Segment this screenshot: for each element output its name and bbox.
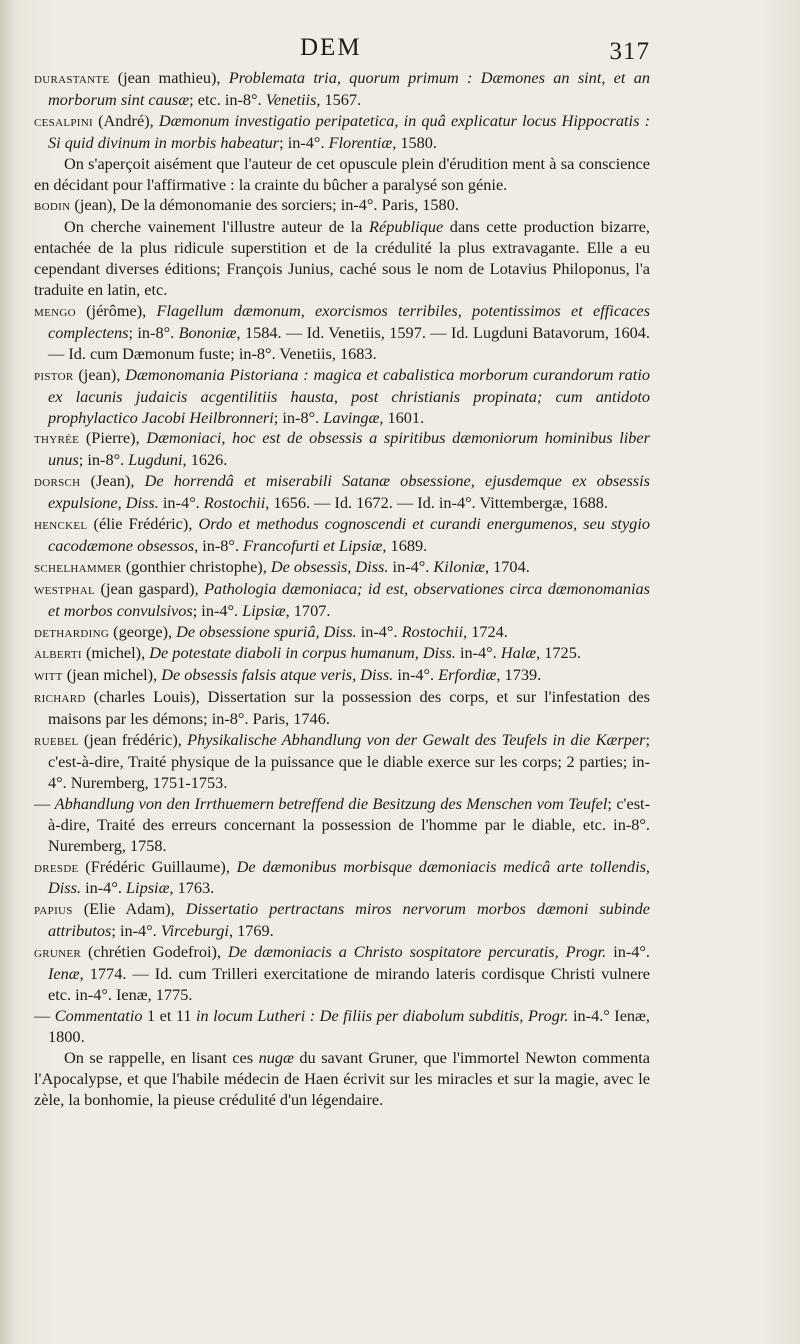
commentary-text: On s'aperçoit aisément que l'auteur de cet opuscule plein d'érudition ment à sa conscience en décidant pour l'affirmative : la crainte du bûcher a paralysé son génie. [34, 153, 650, 194]
commentary-paragraph [34, 154, 650, 196]
entry-place: Halæ [500, 643, 537, 663]
entry-date: , 1774. — Id. cum Trilleri exercitatione de mirando lateris cordisque Christi vulnere etc. in-4°. Ienæ, 1775. [48, 964, 650, 1004]
entry-date: , 1724. [463, 621, 508, 641]
entry-place: Rostochii [203, 493, 266, 513]
entry-author: pistor [34, 367, 74, 384]
entry-author: witt [34, 668, 63, 685]
entry-author-given: (michel), [81, 643, 150, 663]
entry-title: De obsessione spuriâ, Diss. [176, 621, 357, 641]
entry-title: De obsessis falsis atque veris, Diss. [161, 665, 394, 685]
entry-author-given: (jean gaspard), [95, 578, 205, 598]
entry-title: Dissertatio pertractans miros nervorum morbos dæmoni subinde attributos [48, 899, 650, 941]
entry-author-given: (gonthier christophe), [121, 556, 271, 576]
entry-author: mengo [34, 303, 76, 320]
entry-author-given: (jean frédéric), [78, 730, 188, 750]
entry-date: , 1704. [485, 556, 530, 576]
entry-date: , 1725. [536, 643, 581, 663]
entry-author: bodin [34, 198, 71, 215]
entry-author-given: (élie Frédéric), [87, 514, 199, 534]
bibliography-entry [34, 579, 650, 622]
commentary-italic: République [369, 217, 444, 237]
entry-details: ; c'est-à-dire, Traité physique de la puissance que le diable exerce sur les corps; 2 parties; in-4°. Nuremberg, 1751-1753. [48, 730, 650, 792]
entry-author-given: (Frédéric Guillaume), [78, 856, 237, 876]
bibliography-entry [34, 111, 650, 154]
entry-author-given: (jean), [73, 364, 126, 384]
running-head: DEM [300, 34, 362, 61]
entry-place: Bononiæ [178, 322, 237, 342]
commentary-text: On se rappelle, en lisant ces [64, 1047, 259, 1067]
bibliography-entry [34, 514, 650, 557]
entry-place: Lavingæ [323, 407, 380, 427]
bibliography-entry [34, 730, 650, 794]
bibliography-entry [34, 794, 650, 857]
entry-author-given: (charles Louis), [85, 687, 208, 707]
entry-title: Dæmonum investigatio peripatetica, in quâ explicatur locus Hippocratis : Si quid divinum in morbis habeatur [48, 110, 650, 152]
entry-author: richard [34, 690, 86, 707]
entry-details: in-4°. [81, 878, 126, 898]
bibliography-entry [34, 365, 650, 429]
entry-title: Dæmonomania Pistoriana : magica et cabalistica morborum curandorum ratio ex lacunis judaicis acgentilitiis hausta, post christianis propinata; cum antidoto prophylactico Jacobi Heilbronneri [48, 364, 650, 427]
closing-paragraph [34, 1048, 650, 1111]
entry-title: Flagellum dæmonum, exorcismos terribiles, potentissimos et efficaces complectens [48, 300, 650, 342]
entry-author-given: — [34, 1005, 55, 1025]
entry-title: De dæmoniacis a Christo sospitatore percuratis, Progr. [228, 942, 607, 962]
entry-place: Florentiæ [328, 132, 393, 152]
entry-author: thyrée [34, 431, 80, 448]
entry-place: Rostochii [401, 621, 464, 641]
bibliography-entry [34, 622, 650, 644]
entry-title: Dæmoniaci, hoc est de obsessis a spiritibus dæmoniorum hominibus liber unus [48, 428, 650, 470]
bibliography-entry [34, 471, 650, 514]
entry-author: cesalpini [34, 113, 93, 130]
bibliography-entry [34, 557, 650, 579]
entry-place: Lipsiæ [125, 878, 170, 898]
entry-details: ; in-8°. [78, 450, 129, 470]
commentary-text: On cherche vainement l'illustre auteur de la [64, 217, 370, 237]
bibliography-entry [34, 428, 650, 471]
entry-details: ; in-8°. [128, 322, 179, 342]
entry-author: gruner [34, 945, 82, 962]
page-body [34, 68, 650, 1110]
bibliography-entry [34, 643, 650, 665]
entry-place: Kiloniæ [433, 556, 485, 576]
entry-date: , 1567. [316, 89, 362, 109]
entry-details: ; in-8°. [273, 407, 324, 427]
entry-date: , 1601. [379, 407, 425, 427]
entry-title: Commentatio [54, 1005, 143, 1025]
entry-title: Physikalische Abhandlung von der Gewalt des Teufels in die Kærper [187, 730, 646, 750]
entry-author-given: (jean), [70, 195, 121, 215]
entry-author: detharding [34, 624, 110, 641]
entry-title: De dæmonibus morbisque dæmoniacis medicâ arte tollendis, Diss. [48, 856, 650, 898]
entry-title: Pathologia dæmoniaca; id est, observationes circa dæmonomanias et morbos convulsivos [48, 578, 650, 620]
entry-date: , 1769. [228, 921, 274, 941]
entry-details: in-4°. [455, 643, 501, 663]
entry-place: Lipsiæ [242, 600, 286, 620]
entry-title: De horrendâ et miserabili Satanæ obsessione, ejusdemque ex obsessis expulsione, Diss. [48, 471, 650, 513]
bibliography-entry [34, 899, 650, 942]
entry-author: westphal [34, 581, 96, 598]
entry-date: in-4.° Ienæ, 1800. [48, 1005, 650, 1046]
entry-author-given: (chrétien Godefroi), [81, 942, 229, 962]
entry-author-given: (Jean), [80, 471, 145, 491]
entry-details: ; in-4°. [192, 600, 243, 620]
entry-details: ; in-4°. [279, 132, 329, 152]
commentary-text: dans cette production bizarre, entachée de la plus ridicule superstition et de la crédulité la plus extravagante. Elle a eu cependant diverses éditions; François Junius, caché sous le nom de Lotavius Philoponus, l'a traduite en latin, etc. [34, 217, 650, 300]
entry-author-given: — [34, 793, 55, 813]
entry-author: schelhammer [34, 559, 122, 576]
bibliography-entry [34, 857, 650, 900]
entry-details: in-4°. [158, 493, 204, 513]
commentary-paragraph [34, 217, 650, 301]
entry-title: De obsessis, Diss. [270, 556, 389, 576]
entry-author-given: (André), [92, 110, 159, 130]
bibliography-entry [34, 301, 650, 365]
entry-author: henckel [34, 517, 88, 534]
bibliography-entry [34, 942, 650, 1006]
entry-title: Ordo et methodus cognoscendi et curandi energumenos, seu stygio cacodæmone obsessos [48, 514, 650, 555]
page-number: 317 [609, 38, 650, 65]
bibliography-entry [34, 68, 650, 111]
commentary-italic: nugæ [258, 1047, 294, 1067]
entry-title: De potestate diaboli in corpus humanum, Diss. [149, 643, 456, 663]
entry-details: , in-8°. [194, 535, 244, 555]
entry-date: , 1689. [382, 535, 428, 555]
entry-author: ruebel [34, 733, 79, 750]
entry-details: in-4°. [388, 556, 434, 576]
entry-place: Lugduni [128, 450, 183, 470]
entry-details: De la démonomanie des sorciers; in-4°. Paris, 1580. [120, 195, 459, 215]
entry-author-given: (jérôme), [75, 300, 157, 320]
bibliography-entry [34, 687, 650, 730]
entry-author: papius [34, 902, 73, 919]
bibliography-entry [34, 1006, 650, 1048]
entry-author: dresde [34, 859, 79, 876]
bibliography-entry [34, 195, 650, 217]
entry-details: 1 et 11 [142, 1005, 196, 1025]
entry-date: , 1580. [392, 132, 437, 152]
entry-place: Erfordiæ [438, 665, 497, 685]
entry-details: in-4°. [393, 665, 439, 685]
bibliography-entry [34, 665, 650, 687]
entry-place: Venetiis [265, 89, 317, 109]
entry-date: , 1656. — Id. 1672. — Id. in-4°. Vittembergæ, 1688. [265, 493, 608, 513]
entry-author-given: (george), [109, 621, 177, 641]
entry-author-given: (jean mathieu), [109, 68, 229, 87]
entry-author: dorsch [34, 474, 81, 491]
entry-place: in locum Lutheri : De filiis per diabolum subditis, Progr. [195, 1005, 569, 1025]
entry-place: Virceburgi [160, 921, 229, 941]
entry-author: durastante [34, 71, 110, 87]
entry-date: , 1739. [496, 665, 542, 685]
entry-title: Problemata tria, quorum primum : Dæmones an sint, et an morborum sint causæ [48, 68, 650, 109]
entry-author-given: (jean michel), [62, 665, 162, 685]
entry-title: Abhandlung von den Irrthuemern betreffend die Besitzung des Menschen vom Teufel [54, 793, 608, 813]
entry-details: ; etc. in-8°. [189, 89, 266, 109]
entry-place: Ienæ [48, 964, 80, 984]
entry-details: ; c'est-à-dire, Traité des erreurs concernant la possession de l'homme par le diable, etc. in-8°. Nuremberg, 1758. [48, 793, 650, 855]
entry-date: , 1584. — Id. Venetiis, 1597. — Id. Lugduni Batavorum, 1604. — Id. cum Dæmonum fuste; in-8°. Venetiis, 1683. [48, 322, 650, 363]
entry-date: , 1707. [285, 600, 331, 620]
entry-details: Dissertation sur la possession des corps, et sur l'infestation des maisons par les démons; in-8°. Paris, 1746. [48, 687, 650, 729]
entry-author: alberti [34, 646, 82, 663]
entry-details: ; in-4°. [111, 921, 161, 941]
entry-date: , 1763. [169, 878, 215, 898]
entry-date: , 1626. [182, 450, 228, 470]
entry-details: in-4°. [356, 621, 402, 641]
entry-details: in-4°. [606, 942, 650, 962]
entry-author-given: (Elie Adam), [72, 899, 186, 919]
entry-author-given: (Pierre), [79, 428, 147, 448]
entry-place: Francofurti et Lipsiæ [243, 535, 383, 555]
commentary-text: du savant Gruner, que l'immortel Newton commenta l'Apocalypse, et que l'habile médecin de Haen écrivit sur les miracles et sur la magie, avec le zèle, la bonhomie, la pieuse crédulité d'un légendaire. [34, 1047, 651, 1109]
